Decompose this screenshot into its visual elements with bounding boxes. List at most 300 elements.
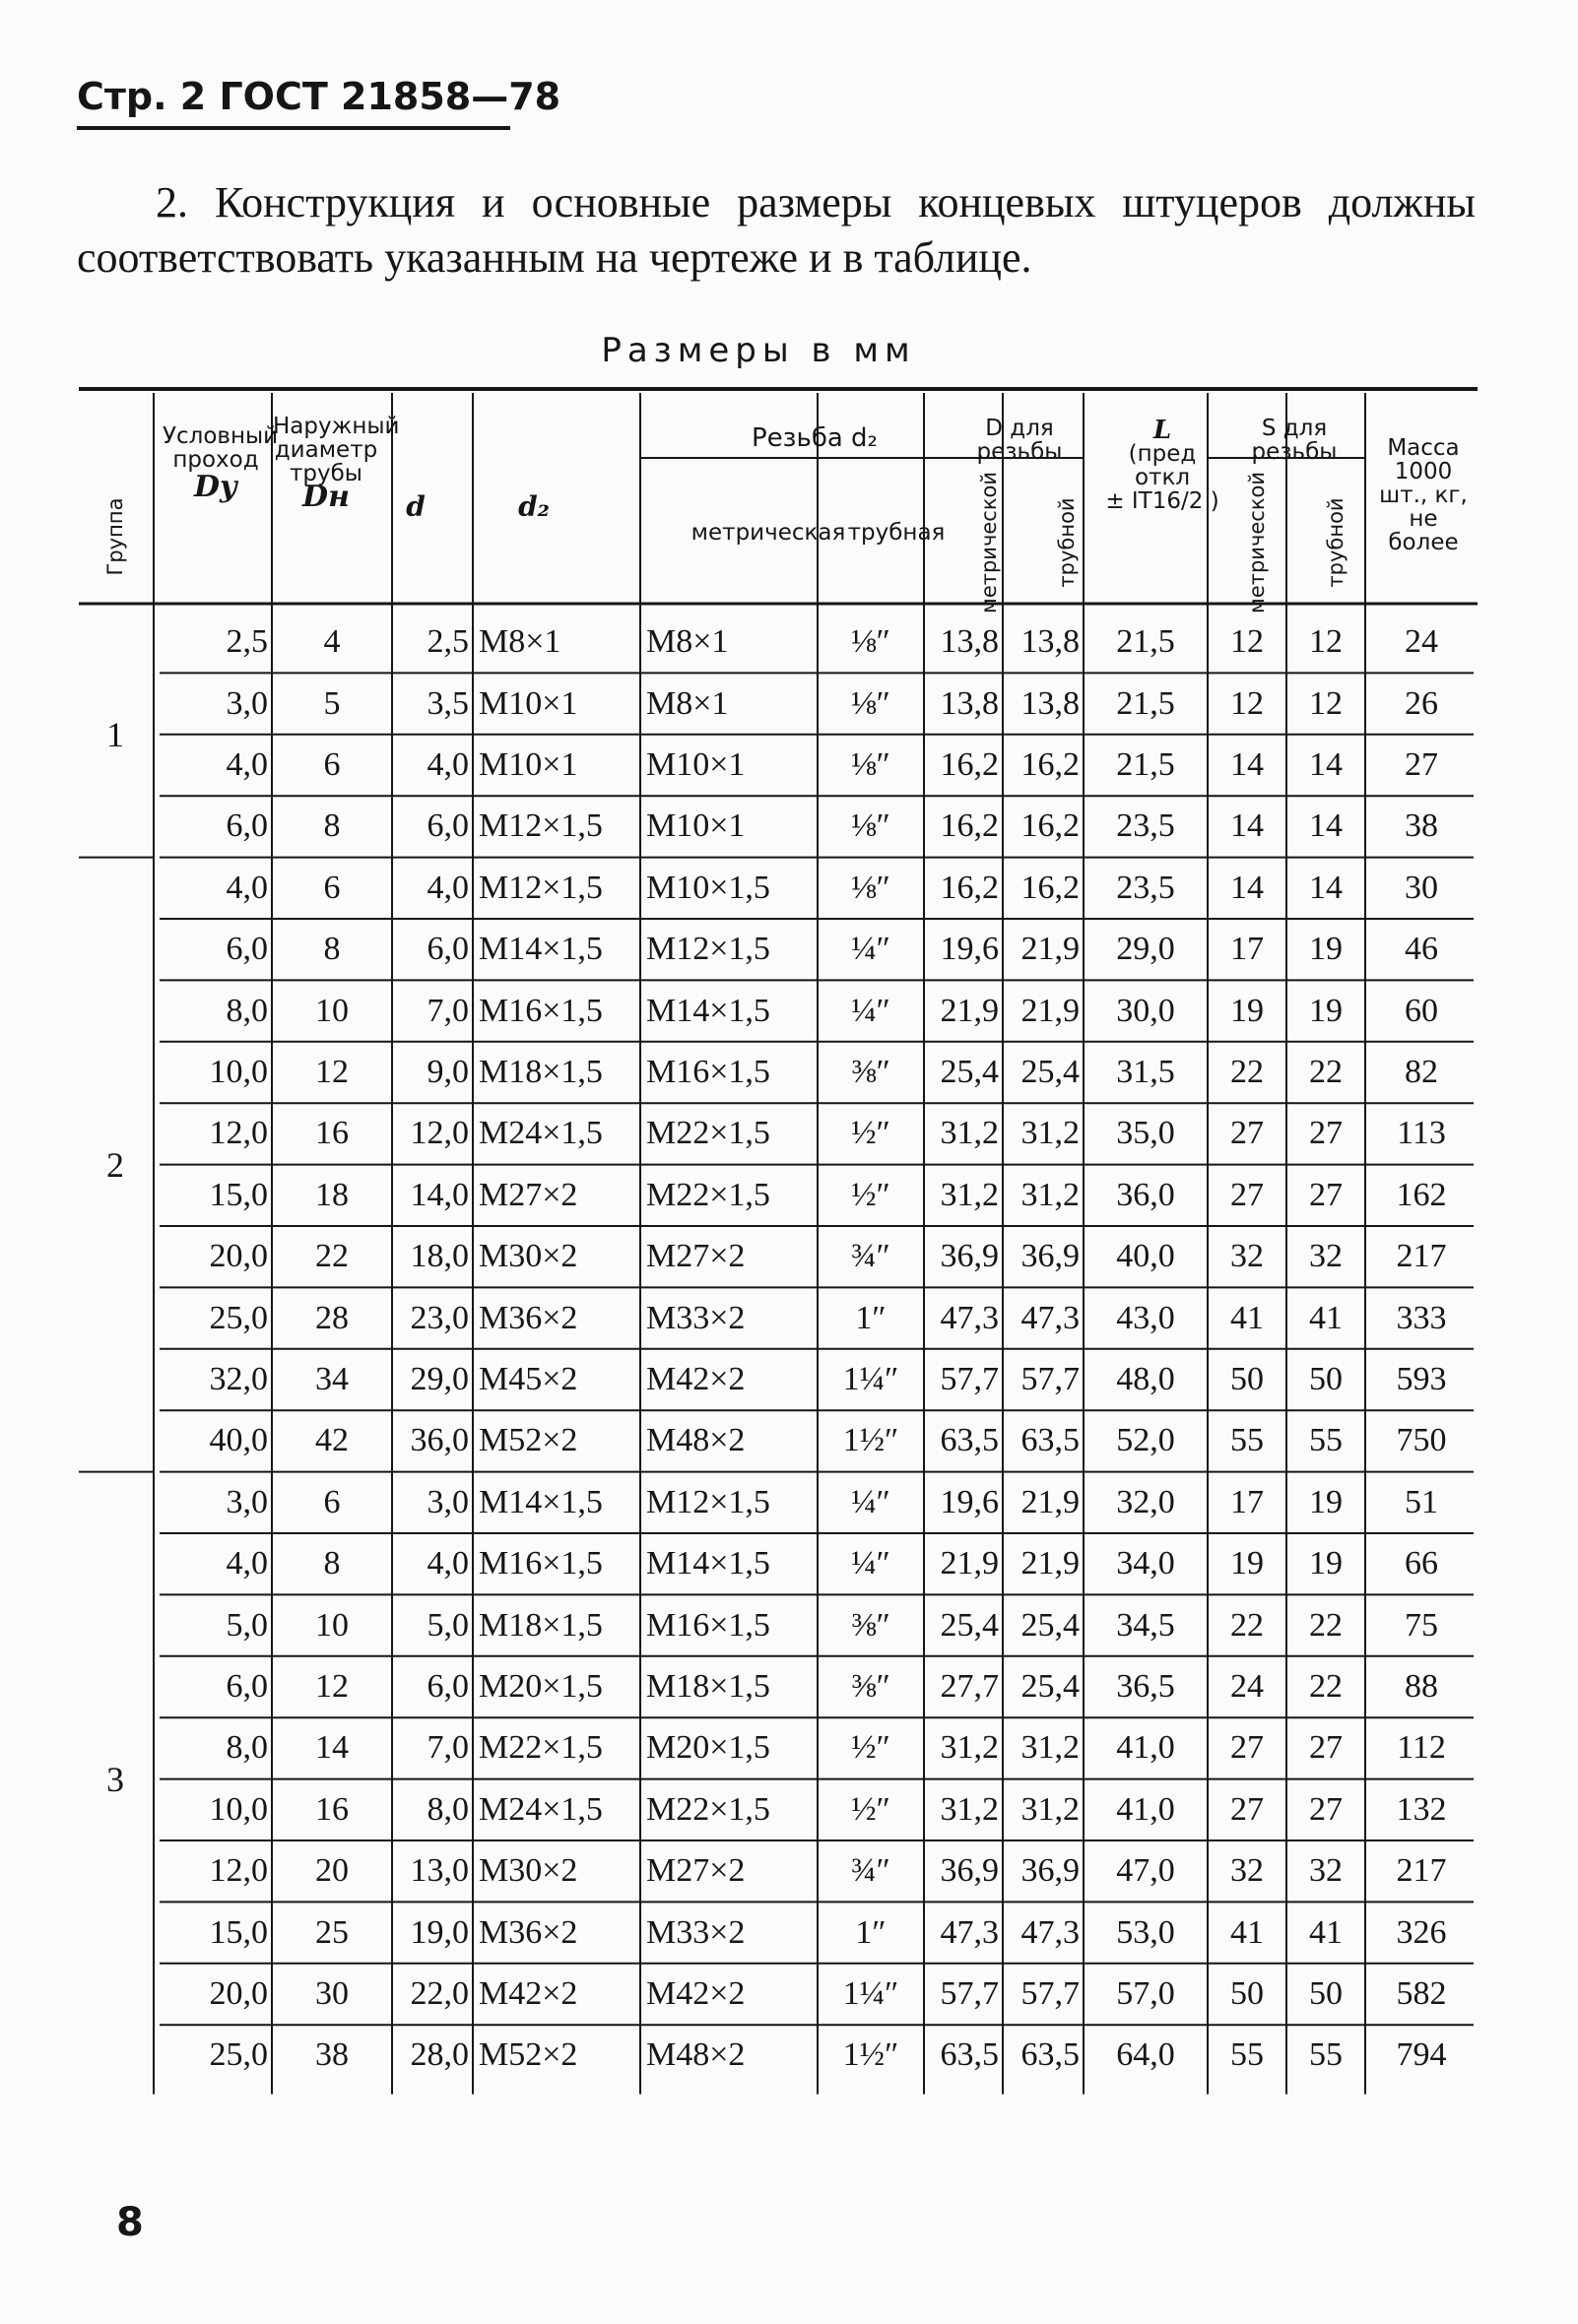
table-cell: M10×1,5 <box>646 869 770 906</box>
table-cell: 31,2 <box>1020 1176 1080 1213</box>
dimensions-table <box>79 387 1478 2176</box>
table-cell: ⅛″ <box>851 745 890 783</box>
table-cell: 38 <box>315 2036 349 2074</box>
table-cell: 31,2 <box>940 1176 999 1213</box>
table-cell: 10 <box>315 1606 349 1644</box>
table-cell: 6,0 <box>226 931 268 968</box>
table-cell: ⅛″ <box>851 869 890 906</box>
table-cell: 113 <box>1397 1115 1446 1152</box>
table-cell: 12 <box>315 1053 349 1090</box>
table-cell: 24 <box>1405 623 1438 661</box>
table-cell: 13,8 <box>1020 684 1080 722</box>
table-cell: 112 <box>1397 1729 1446 1767</box>
table-cell: M10×1 <box>479 684 578 722</box>
table-cell: 50 <box>1309 1360 1343 1397</box>
header-S: S для резьбы <box>1251 416 1338 465</box>
table-cell: 36,5 <box>1116 1667 1175 1705</box>
table-cell: 41 <box>1230 1299 1264 1336</box>
table-cell: 21,9 <box>1020 992 1080 1029</box>
table-cell: 13,8 <box>940 684 999 722</box>
table-cell: 16,2 <box>1020 869 1080 906</box>
table-cell: 16 <box>315 1790 349 1828</box>
table-cell: 57,0 <box>1116 1974 1175 2012</box>
table-cell: 13,0 <box>410 1852 469 1890</box>
table-cell: 34,5 <box>1116 1606 1175 1644</box>
table-cell: 46 <box>1405 931 1438 968</box>
table-cell: 1¼″ <box>842 1360 899 1397</box>
intro-paragraph: 2. Конструкция и основные размеры концевых штуцеров должны соответствовать указанным на чертеже и в таблице. <box>77 178 1476 282</box>
table-cell: M33×2 <box>646 1913 746 1951</box>
table-cell: 36,9 <box>940 1238 999 1275</box>
table-cell: 6 <box>323 1483 341 1520</box>
table-cell: 3,0 <box>226 684 268 722</box>
table-cell: 63,5 <box>1020 2036 1080 2074</box>
table-cell: 16 <box>315 1115 349 1152</box>
table-cell: 27 <box>1405 745 1438 783</box>
table-cell: 25,4 <box>1020 1606 1080 1644</box>
table-cell: 2,5 <box>427 623 469 661</box>
table-cell: 19 <box>1309 1545 1343 1582</box>
table-cell: 14 <box>1309 745 1343 783</box>
table-cell: 57,7 <box>1020 1360 1080 1397</box>
table-cell: 29,0 <box>1116 931 1175 968</box>
table-cell: 53,0 <box>1116 1913 1175 1951</box>
table-cell: 30 <box>1405 869 1438 906</box>
table-cell: 28,0 <box>410 2036 469 2074</box>
table-cell: 20,0 <box>209 1974 268 2012</box>
table-cell: 42 <box>315 1422 349 1459</box>
table-cell: 6 <box>323 869 341 906</box>
table-cell: M30×2 <box>479 1238 578 1275</box>
table-cell: 41,0 <box>1116 1790 1175 1828</box>
table-cell: 10,0 <box>209 1790 268 1828</box>
table-cell: 25,4 <box>940 1606 999 1644</box>
table-cell: 22,0 <box>410 1974 469 2012</box>
table-cell: 25,0 <box>209 1299 268 1336</box>
table-cell: M45×2 <box>479 1360 578 1397</box>
table-cell: 32 <box>1230 1852 1264 1890</box>
table-cell: ½″ <box>851 1176 890 1213</box>
table-cell: 35,0 <box>1116 1115 1175 1152</box>
table-cell: 6 <box>323 745 341 783</box>
table-cell: 8,0 <box>226 1729 268 1767</box>
table-cell: 64,0 <box>1116 2036 1175 2074</box>
table-cell: 31,5 <box>1116 1053 1175 1090</box>
table-cell: 6,0 <box>427 807 469 845</box>
table-cell: 30 <box>315 1974 349 2012</box>
table-cell: 12 <box>1309 684 1343 722</box>
table-cell: 41 <box>1230 1913 1264 1951</box>
table-cell: 50 <box>1309 1974 1343 2012</box>
table-cell: M16×1,5 <box>479 1545 603 1582</box>
table-cell: 16,2 <box>1020 807 1080 845</box>
table-cell: 1¼″ <box>842 1974 899 2012</box>
units-caption: Размеры в мм <box>601 331 916 370</box>
header-thread-metric: метрическая <box>690 520 846 546</box>
table-cell: 32,0 <box>1116 1483 1175 1520</box>
table-cell: 14 <box>1309 869 1343 906</box>
table-cell: 27 <box>1230 1115 1264 1152</box>
header-dy <box>163 423 279 504</box>
header-rule <box>77 126 510 130</box>
table-cell: 19 <box>1309 1483 1343 1520</box>
table-cell: 27 <box>1230 1729 1264 1767</box>
table-cell: 55 <box>1309 2036 1343 2074</box>
table-cell: 8,0 <box>226 992 268 1029</box>
table-cell: 19 <box>1309 992 1343 1029</box>
table-cell: 36,0 <box>410 1422 469 1459</box>
table-cell: 22 <box>1309 1053 1343 1090</box>
table-cell: 41,0 <box>1116 1729 1175 1767</box>
table-cell: 4,0 <box>226 869 268 906</box>
table-cell: 23,5 <box>1116 807 1175 845</box>
table-cell: 14 <box>1230 869 1264 906</box>
table-cell: 8 <box>323 807 341 845</box>
table-cell: 15,0 <box>209 1913 268 1951</box>
table-cell: M42×2 <box>646 1974 746 2012</box>
table-cell: 21,9 <box>940 1545 999 1582</box>
table-cell: 31,2 <box>1020 1115 1080 1152</box>
table-cell: 36,9 <box>940 1852 999 1890</box>
table-cell: 26 <box>1405 684 1438 722</box>
table-cell: 55 <box>1309 1422 1343 1459</box>
table-cell: 582 <box>1396 1974 1447 2012</box>
table-cell: 27 <box>1230 1790 1264 1828</box>
table-cell: 88 <box>1405 1667 1438 1705</box>
table-cell: 19 <box>1309 931 1343 968</box>
table-cell: 20,0 <box>209 1238 268 1275</box>
header-dn-text: Наружный диаметр трубы <box>273 414 400 486</box>
table-cell: 750 <box>1396 1422 1447 1459</box>
table-cell: M16×1,5 <box>646 1606 770 1644</box>
table-cell: M22×1,5 <box>646 1115 770 1152</box>
table-cell: ¾″ <box>851 1238 890 1275</box>
header-mass: Масса 1000 шт., кг, не более <box>1379 435 1468 555</box>
table-cell: 9,0 <box>427 1053 469 1090</box>
table-cell: M20×1,5 <box>646 1729 770 1767</box>
table-cell: 19,0 <box>410 1913 469 1951</box>
table-cell: 10 <box>315 992 349 1029</box>
table-cell: M18×1,5 <box>479 1053 603 1090</box>
table-cell: 50 <box>1230 1974 1264 2012</box>
table-cell: 57,7 <box>1020 1974 1080 2012</box>
table-cell: 63,5 <box>1020 1422 1080 1459</box>
table-cell: 4,0 <box>226 745 268 783</box>
table-cell: 25,4 <box>940 1053 999 1090</box>
header-d: d <box>406 490 426 523</box>
table-cell: 50 <box>1230 1360 1264 1397</box>
table-cell: 14 <box>315 1729 349 1767</box>
table-cell: ⅛″ <box>851 807 890 845</box>
table-cell: ¾″ <box>851 1852 890 1890</box>
table-cell: M42×2 <box>479 1974 578 2012</box>
table-cell: M27×2 <box>479 1176 578 1213</box>
table-cell: M42×2 <box>646 1360 746 1397</box>
table-cell: 27 <box>1309 1176 1343 1213</box>
table-cell: 57,7 <box>940 1974 999 2012</box>
table-cell: 217 <box>1396 1852 1447 1890</box>
table-cell: M16×1,5 <box>479 992 603 1029</box>
table-cell: 47,3 <box>940 1299 999 1336</box>
table-cell: M52×2 <box>479 2036 578 2074</box>
table-cell: 32 <box>1309 1238 1343 1275</box>
header-D-metric: метрической <box>977 471 1001 614</box>
table-cell: 66 <box>1405 1545 1438 1582</box>
table-cell: 32 <box>1309 1852 1343 1890</box>
header-group: Группа <box>103 497 127 576</box>
table-cell: M8×1 <box>646 623 729 661</box>
table-cell: M14×1,5 <box>646 992 770 1029</box>
table-cell: 38 <box>1405 807 1438 845</box>
header-dy-text: Условный проход <box>163 423 279 473</box>
header-thread: Резьба d₂ <box>752 423 878 453</box>
table-cell: 47,3 <box>1020 1913 1080 1951</box>
table-cell: 36,9 <box>1020 1852 1080 1890</box>
table-cell: M27×2 <box>646 1852 746 1890</box>
table-cell: ¼″ <box>851 1483 890 1520</box>
table-cell: 16,2 <box>1020 745 1080 783</box>
table-cell: 12 <box>1309 623 1343 661</box>
table-cell: 12,0 <box>410 1115 469 1152</box>
table-cell: 32,0 <box>209 1360 268 1397</box>
table-cell: 28 <box>315 1299 349 1336</box>
header-D-pipe: трубной <box>1055 497 1079 588</box>
table-cell: M27×2 <box>646 1238 746 1275</box>
table-cell: 4,0 <box>427 869 469 906</box>
table-cell: 162 <box>1396 1176 1447 1213</box>
table-cell: 21,9 <box>1020 1545 1080 1582</box>
table-cell: M10×1 <box>646 745 746 783</box>
table-cell: 21,5 <box>1116 745 1175 783</box>
table-cell: 22 <box>1230 1053 1264 1090</box>
table-cell: 22 <box>1230 1606 1264 1644</box>
table-cell: 23,0 <box>410 1299 469 1336</box>
table-cell: M24×1,5 <box>479 1790 603 1828</box>
table-cell: 1″ <box>855 1299 887 1336</box>
group-label: 1 <box>106 714 124 754</box>
table-cell: 12 <box>315 1667 349 1705</box>
table-cell: 3,5 <box>427 684 469 722</box>
table-cell: 3,0 <box>427 1483 469 1520</box>
table-cell: 12 <box>1230 684 1264 722</box>
table-cell: 333 <box>1396 1299 1447 1336</box>
table-cell: 14 <box>1230 807 1264 845</box>
table-cell: 31,2 <box>1020 1729 1080 1767</box>
group-label: 3 <box>106 1759 124 1799</box>
table-cell: M14×1,5 <box>479 1483 603 1520</box>
header-dn-symbol: Dн <box>302 480 350 514</box>
table-cell: 51 <box>1405 1483 1438 1520</box>
table-cell: 6,0 <box>226 807 268 845</box>
table-cell: 18,0 <box>410 1238 469 1275</box>
header-S-metric: метрической <box>1245 471 1269 614</box>
table-cell: 6,0 <box>427 931 469 968</box>
table-cell: 1½″ <box>842 1422 899 1459</box>
table-cell: ⅜″ <box>851 1606 890 1644</box>
header-L-symbol: L <box>1152 416 1172 445</box>
table-cell: 36,0 <box>1116 1176 1175 1213</box>
table-cell: M12×1,5 <box>646 1483 770 1520</box>
table-cell: 34,0 <box>1116 1545 1175 1582</box>
table-cell: M16×1,5 <box>646 1053 770 1090</box>
table-cell: ⅜″ <box>851 1053 890 1090</box>
table-cell: 25,4 <box>1020 1667 1080 1705</box>
table-cell: 27,7 <box>940 1667 999 1705</box>
table-cell: M22×1,5 <box>646 1790 770 1828</box>
table-cell: 21,5 <box>1116 623 1175 661</box>
table-cell: 13,8 <box>940 623 999 661</box>
table-cell: 55 <box>1230 2036 1264 2074</box>
table-cell: 82 <box>1405 1053 1438 1090</box>
table-cell: M18×1,5 <box>479 1606 603 1644</box>
table-cell: 15,0 <box>209 1176 268 1213</box>
table-cell: 1″ <box>855 1913 887 1951</box>
table-cell: 25,0 <box>209 2036 268 2074</box>
table-cell: 27 <box>1309 1729 1343 1767</box>
table-cell: 43,0 <box>1116 1299 1175 1336</box>
header-dy-symbol: Dу <box>194 470 237 504</box>
table-cell: 3,0 <box>226 1483 268 1520</box>
table-cell: 326 <box>1396 1913 1447 1951</box>
table-cell: 16,2 <box>940 869 999 906</box>
table-cell: 27 <box>1309 1115 1343 1152</box>
table-cell: M10×1 <box>479 745 578 783</box>
table-cell: M12×1,5 <box>646 931 770 968</box>
table-cell: ½″ <box>851 1115 890 1152</box>
table-cell: ⅛″ <box>851 623 890 661</box>
group-label: 2 <box>106 1144 124 1185</box>
table-cell: 27 <box>1230 1176 1264 1213</box>
table-cell: 12,0 <box>209 1115 268 1152</box>
header-text: Стр. 2 ГОСТ 21858—78 <box>77 75 561 118</box>
table-cell: 14 <box>1309 807 1343 845</box>
table-cell: 8 <box>323 1545 341 1582</box>
header-L <box>1103 416 1221 514</box>
table-cell: M22×1,5 <box>479 1729 603 1767</box>
table-cell: 21,5 <box>1116 684 1175 722</box>
table-cell: 29,0 <box>410 1360 469 1397</box>
table-cell: ½″ <box>851 1729 890 1767</box>
header-d2: d₂ <box>518 490 550 523</box>
table-cell: 4,0 <box>427 745 469 783</box>
table-cell: M12×1,5 <box>479 869 603 906</box>
table-cell: 217 <box>1396 1238 1447 1275</box>
table-cell: 8,0 <box>427 1790 469 1828</box>
table-cell: 6,0 <box>427 1667 469 1705</box>
table-cell: 52,0 <box>1116 1422 1175 1459</box>
table-cell: 5,0 <box>226 1606 268 1644</box>
table-cell: 18 <box>315 1176 349 1213</box>
table-cell: 8 <box>323 931 341 968</box>
table-cell: 32 <box>1230 1238 1264 1275</box>
table-cell: 47,3 <box>1020 1299 1080 1336</box>
table-cell: M8×1 <box>646 684 729 722</box>
table-cell: 14 <box>1230 745 1264 783</box>
table-cell: M18×1,5 <box>646 1667 770 1705</box>
table-cell: ½″ <box>851 1790 890 1828</box>
table-cell: 25,4 <box>1020 1053 1080 1090</box>
table-cell: 31,2 <box>940 1790 999 1828</box>
table-cell: 22 <box>1309 1606 1343 1644</box>
table-cell: 40,0 <box>209 1422 268 1459</box>
table-cell: M12×1,5 <box>479 807 603 845</box>
table-cell: 19 <box>1230 992 1264 1029</box>
table-cell: M14×1,5 <box>646 1545 770 1582</box>
table-cell: 63,5 <box>940 1422 999 1459</box>
table-cell: 14,0 <box>410 1176 469 1213</box>
table-cell: M10×1 <box>646 807 746 845</box>
table-cell: 2,5 <box>226 623 268 661</box>
table-cell: 7,0 <box>427 1729 469 1767</box>
table-cell: 19,6 <box>940 1483 999 1520</box>
table-cell: 25 <box>315 1913 349 1951</box>
header-S-pipe: трубной <box>1324 497 1348 588</box>
table-cell: 4,0 <box>427 1545 469 1582</box>
table-cell: ¼″ <box>851 931 890 968</box>
header-thread-pipe: трубная <box>847 520 946 546</box>
table-cell: 21,9 <box>1020 1483 1080 1520</box>
table-cell: 16,2 <box>940 807 999 845</box>
table-cell: 31,2 <box>1020 1790 1080 1828</box>
table-cell: 20 <box>315 1852 349 1890</box>
page-number: 8 <box>116 2200 144 2245</box>
table-cell: ¼″ <box>851 992 890 1029</box>
table-cell: M33×2 <box>646 1299 746 1336</box>
table-cell: 22 <box>315 1238 349 1275</box>
table-cell: 7,0 <box>427 992 469 1029</box>
table-cell: 12 <box>1230 623 1264 661</box>
table-cell: 21,9 <box>940 992 999 1029</box>
table-cell: 55 <box>1230 1422 1264 1459</box>
table-cell: M30×2 <box>479 1852 578 1890</box>
table-cell: ⅜″ <box>851 1667 890 1705</box>
table-cell: ¼″ <box>851 1545 890 1582</box>
table-cell: 21,9 <box>1020 931 1080 968</box>
table-cell: M24×1,5 <box>479 1115 603 1152</box>
table-cell: 24 <box>1230 1667 1264 1705</box>
table-cell: 19 <box>1230 1545 1264 1582</box>
table-cell: M48×2 <box>646 2036 746 2074</box>
table-cell: 13,8 <box>1020 623 1080 661</box>
table-cell: 31,2 <box>940 1729 999 1767</box>
table-cell: 47,3 <box>940 1913 999 1951</box>
table-cell: 6,0 <box>226 1667 268 1705</box>
table-cell: 17 <box>1230 931 1264 968</box>
table-cell: 16,2 <box>940 745 999 783</box>
table-cell: 23,5 <box>1116 869 1175 906</box>
table-cell: 48,0 <box>1116 1360 1175 1397</box>
table-cell: 12,0 <box>209 1852 268 1890</box>
header-L-note: (пред откл <box>1128 441 1197 490</box>
table-cell: 5,0 <box>427 1606 469 1644</box>
table-cell: 34 <box>315 1360 349 1397</box>
table-cell: 63,5 <box>940 2036 999 2074</box>
header-D: D для резьбы <box>976 416 1063 465</box>
table-cell: 30,0 <box>1116 992 1175 1029</box>
table-cell: 22 <box>1309 1667 1343 1705</box>
table-cell: 36,9 <box>1020 1238 1080 1275</box>
table-cell: 60 <box>1405 992 1438 1029</box>
table-cell: 4,0 <box>226 1545 268 1582</box>
page-header <box>77 75 561 134</box>
table-cell: 132 <box>1396 1790 1447 1828</box>
table-cell: 31,2 <box>940 1115 999 1152</box>
table-cell: M48×2 <box>646 1422 746 1459</box>
table-cell: M22×1,5 <box>646 1176 770 1213</box>
header-dn <box>273 414 400 514</box>
table-cell: 57,7 <box>940 1360 999 1397</box>
table-cell: M36×2 <box>479 1299 578 1336</box>
